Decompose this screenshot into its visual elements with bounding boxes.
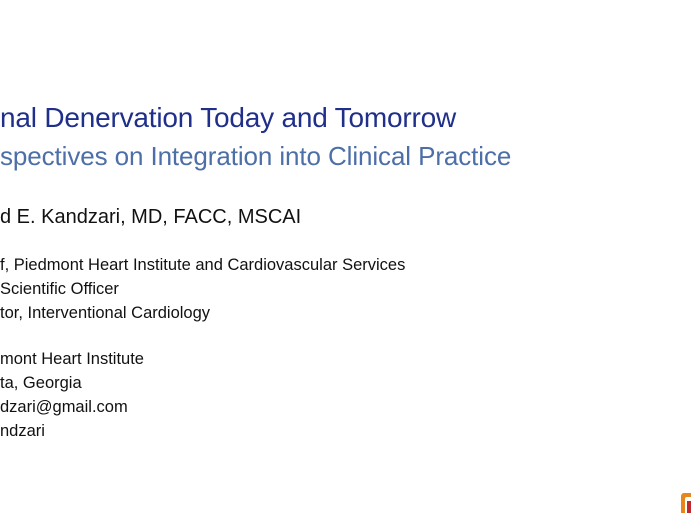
author-roles: [0, 253, 405, 325]
role-line: Scientific Officer: [0, 280, 119, 298]
handle-line: ndzari: [0, 422, 45, 440]
email-line: dzari@gmail.com: [0, 398, 128, 416]
author-name: d E. Kandzari, MD, FACC, MSCAI: [0, 206, 302, 228]
institution-logo-icon: [680, 492, 691, 514]
presentation-title: nal Denervation Today and Tomorrow: [0, 102, 456, 133]
role-line: f, Piedmont Heart Institute and Cardiovascular Services: [0, 256, 406, 274]
location-line: ta, Georgia: [0, 374, 82, 392]
presentation-subtitle: spectives on Integration into Clinical Practice: [0, 141, 512, 171]
institution-line: mont Heart Institute: [0, 350, 144, 368]
author-contact: [0, 347, 144, 443]
role-line: tor, Interventional Cardiology: [0, 304, 211, 322]
